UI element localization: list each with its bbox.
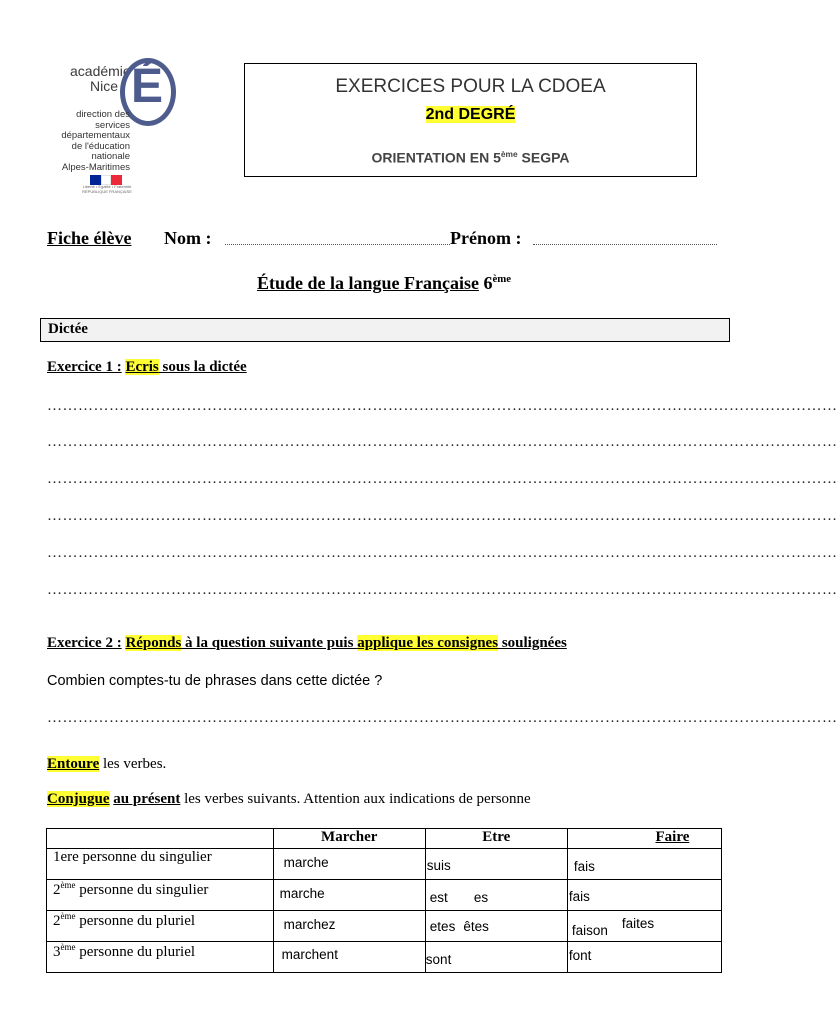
answer-value: suis bbox=[426, 858, 451, 873]
person-label: personne du pluriel bbox=[75, 913, 196, 929]
faire-cell[interactable] bbox=[567, 849, 721, 880]
answer-value: est bbox=[429, 890, 448, 905]
answer-value: font bbox=[568, 948, 592, 963]
answer-value: marche bbox=[283, 855, 329, 870]
marcher-cell[interactable] bbox=[273, 911, 425, 942]
nom-label: Nom : bbox=[164, 228, 212, 248]
header-orientation bbox=[245, 149, 696, 166]
academie-logo bbox=[40, 44, 174, 192]
marcher-cell[interactable] bbox=[273, 942, 425, 973]
table-row bbox=[47, 880, 722, 911]
answer-line[interactable]: ……………………………………………………………………………………………………………………………………… bbox=[47, 582, 838, 598]
exercise-2-heading bbox=[47, 635, 567, 652]
faire-header-label: Faire bbox=[655, 829, 690, 845]
person-label: personne du pluriel bbox=[75, 944, 196, 960]
table-header-cell: Marcher bbox=[273, 829, 425, 849]
exercise-2-question: Combien comptes-tu de phrases dans cette dictée ? bbox=[47, 673, 383, 689]
conjugation-table bbox=[46, 828, 722, 973]
logo-dir-line: de l'éducation nationale bbox=[71, 140, 130, 162]
answer-line[interactable]: ……………………………………………………………………………………………………………………………………… bbox=[47, 545, 838, 561]
exercise-2-mid: à la question suivante puis bbox=[181, 635, 358, 651]
republique-francaise-mark: Liberté • Égalité • Fraternité RÉPUBLIQUE FRANÇAISE bbox=[82, 184, 132, 194]
answer-line[interactable]: ……………………………………………………………………………………………………………………………………… bbox=[47, 398, 838, 414]
prenom-label: Prénom : bbox=[450, 228, 522, 248]
exercise-1-verb: Ecris bbox=[125, 359, 159, 375]
marcher-cell[interactable] bbox=[273, 849, 425, 880]
answer-value: êtes bbox=[463, 919, 489, 934]
logo-academie-text bbox=[70, 63, 131, 94]
page-title bbox=[0, 273, 768, 294]
person-cell bbox=[47, 880, 274, 911]
answer-value: faites bbox=[621, 916, 655, 931]
entoure-instruction bbox=[47, 756, 166, 773]
marcher-cell[interactable] bbox=[273, 880, 425, 911]
exercise-1-rest: sous la dictée bbox=[158, 359, 247, 375]
orientation-suffix: SEGPA bbox=[517, 149, 570, 166]
answer-value: fais bbox=[568, 889, 590, 904]
person-sup: ème bbox=[60, 942, 76, 952]
table-header-cell bbox=[47, 829, 274, 849]
logo-line-nice: Nice bbox=[89, 78, 118, 94]
title-grade: 6 bbox=[478, 273, 493, 293]
etre-cell[interactable] bbox=[425, 880, 567, 911]
person-sup: ème bbox=[60, 911, 76, 921]
person-number: 3 bbox=[53, 944, 61, 960]
prenom-field[interactable] bbox=[533, 244, 717, 245]
orientation-sup: ème bbox=[500, 149, 518, 159]
exercise-2-end: soulignées bbox=[498, 635, 567, 651]
person-cell bbox=[47, 911, 274, 942]
fiche-eleve-row bbox=[47, 228, 131, 249]
entoure-verb: Entoure bbox=[47, 756, 100, 772]
table-row bbox=[47, 942, 722, 973]
answer-value: sont bbox=[425, 952, 452, 967]
faire-cell[interactable] bbox=[567, 880, 721, 911]
exercise-1-label: Exercice 1 : bbox=[47, 359, 122, 375]
answer-value: marchez bbox=[283, 917, 336, 932]
answer-line[interactable]: ……………………………………………………………………………………………………………………………………… bbox=[47, 508, 838, 524]
answer-value: fais bbox=[573, 859, 595, 874]
answer-value: es bbox=[473, 890, 489, 905]
exercise-2-label: Exercice 2 : bbox=[47, 635, 122, 651]
person-label: personne du singulier bbox=[75, 882, 209, 898]
logo-line-academie: académie bbox=[70, 63, 131, 79]
table-header-cell: Etre bbox=[425, 829, 567, 849]
answer-line[interactable]: ……………………………………………………………………………………………………………………………………… bbox=[47, 710, 838, 726]
header-box bbox=[244, 63, 697, 177]
conjugue-tense: au présent bbox=[113, 791, 181, 807]
fiche-eleve-label: Fiche élève bbox=[47, 228, 132, 248]
answer-line[interactable]: ……………………………………………………………………………………………………………………………………… bbox=[47, 471, 838, 487]
answer-value: etes bbox=[429, 919, 456, 934]
etre-cell[interactable] bbox=[425, 911, 567, 942]
exercise-2-verb: Réponds bbox=[125, 635, 182, 651]
entoure-rest: les verbes. bbox=[99, 756, 167, 772]
person-cell bbox=[47, 942, 274, 973]
answer-value: faison bbox=[571, 923, 608, 938]
etre-cell[interactable] bbox=[425, 849, 567, 880]
degree-highlight: 2nd DEGRÉ bbox=[425, 106, 516, 123]
person-sup: ème bbox=[60, 880, 76, 890]
table-header-row bbox=[47, 829, 722, 849]
table-row bbox=[47, 911, 722, 942]
section-header-dictee bbox=[40, 318, 730, 342]
faire-cell[interactable] bbox=[567, 911, 721, 942]
person-cell bbox=[47, 849, 274, 880]
table-row bbox=[47, 849, 722, 880]
faire-header bbox=[599, 829, 689, 845]
logo-dir-line: direction des services bbox=[76, 109, 130, 131]
answer-line[interactable]: ……………………………………………………………………………………………………………………………………… bbox=[47, 434, 838, 450]
table-header-cell bbox=[567, 829, 721, 849]
etre-cell[interactable] bbox=[425, 942, 567, 973]
conjugue-rest: les verbes suivants. Attention aux indications de personne bbox=[180, 791, 531, 807]
conjugue-verb: Conjugue bbox=[47, 791, 110, 807]
person-label: 1ere personne du singulier bbox=[53, 849, 212, 865]
logo-direction-text bbox=[48, 110, 130, 173]
title-text: Étude de la langue Française bbox=[256, 273, 479, 293]
french-flag-icon bbox=[90, 172, 122, 182]
logo-letter-e: É bbox=[131, 60, 164, 113]
section-label: Dictée bbox=[48, 321, 88, 337]
orientation-prefix: ORIENTATION EN 5 bbox=[371, 149, 501, 166]
answer-value: marche bbox=[279, 886, 325, 901]
person-number: 2 bbox=[53, 913, 61, 929]
header-degree bbox=[245, 106, 696, 124]
header-title: EXERCICES POUR LA CDOEA bbox=[335, 76, 606, 97]
logo-dir-line: départementaux bbox=[61, 130, 130, 141]
title-grade-sup: ème bbox=[492, 273, 512, 285]
exercise-1-heading bbox=[47, 359, 247, 376]
exercise-2-apply: applique les consignes bbox=[357, 635, 499, 651]
faire-cell[interactable] bbox=[567, 942, 721, 973]
conjugue-instruction bbox=[47, 791, 531, 808]
person-number: 2 bbox=[53, 882, 61, 898]
nom-field[interactable] bbox=[225, 244, 450, 245]
logo-dir-line: Alpes-Maritimes bbox=[61, 161, 130, 173]
answer-value: marchent bbox=[281, 947, 338, 962]
